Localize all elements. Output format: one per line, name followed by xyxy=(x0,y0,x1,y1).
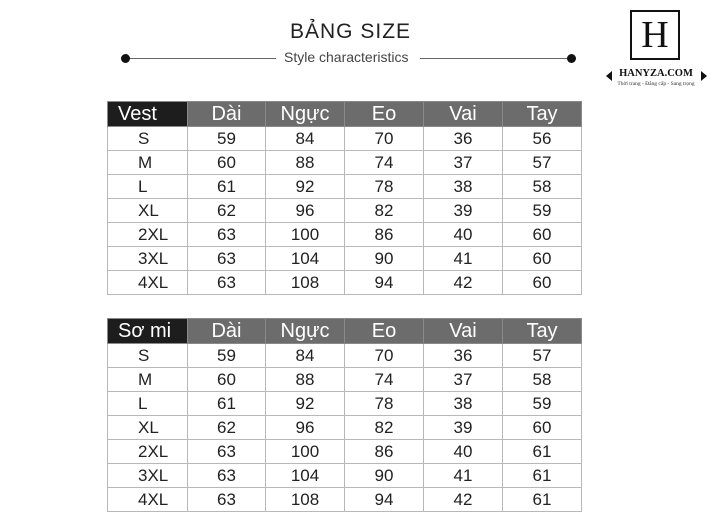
size-label-cell: 4XL xyxy=(108,488,188,512)
measurement-cell: 86 xyxy=(345,223,424,247)
logo-name: HANYZA.COM xyxy=(619,68,693,79)
measurement-cell: 90 xyxy=(345,247,424,271)
header-cell: Tay xyxy=(503,319,582,344)
measurement-cell: 37 xyxy=(424,151,503,175)
measurement-cell: 84 xyxy=(266,127,345,151)
size-label-cell: 2XL xyxy=(108,223,188,247)
size-label-cell: L xyxy=(108,392,188,416)
measurement-cell: 61 xyxy=(188,392,266,416)
measurement-cell: 63 xyxy=(188,223,266,247)
measurement-cell: 104 xyxy=(266,464,345,488)
shirt-size-table xyxy=(107,318,582,512)
measurement-cell: 86 xyxy=(345,440,424,464)
logo-tagline: Thời trang - Đẳng cấp - Sang trọng xyxy=(617,81,695,87)
measurement-cell: 78 xyxy=(345,175,424,199)
measurement-cell: 40 xyxy=(424,440,503,464)
vest-size-table xyxy=(107,101,582,295)
table-row xyxy=(108,464,582,488)
measurement-cell: 57 xyxy=(503,151,582,175)
header-cell: Dài xyxy=(188,319,266,344)
measurement-cell: 61 xyxy=(188,175,266,199)
measurement-cell: 39 xyxy=(424,199,503,223)
table-row xyxy=(108,175,582,199)
measurement-cell: 60 xyxy=(188,368,266,392)
table-row xyxy=(108,344,582,368)
header-cell: Vest xyxy=(108,102,188,127)
left-divider xyxy=(126,58,276,59)
measurement-cell: 60 xyxy=(503,223,582,247)
measurement-cell: 96 xyxy=(266,416,345,440)
measurement-cell: 63 xyxy=(188,247,266,271)
measurement-cell: 94 xyxy=(345,271,424,295)
size-label-cell: 3XL xyxy=(108,247,188,271)
table-row xyxy=(108,416,582,440)
measurement-cell: 92 xyxy=(266,392,345,416)
measurement-cell: 90 xyxy=(345,464,424,488)
measurement-cell: 39 xyxy=(424,416,503,440)
right-divider xyxy=(420,58,572,59)
measurement-cell: 100 xyxy=(266,223,345,247)
header-cell: Sơ mi xyxy=(108,319,188,344)
measurement-cell: 63 xyxy=(188,488,266,512)
size-label-cell: L xyxy=(108,175,188,199)
measurement-cell: 37 xyxy=(424,368,503,392)
table-row xyxy=(108,223,582,247)
table-row xyxy=(108,392,582,416)
header-cell: Tay xyxy=(503,102,582,127)
header-cell: Eo xyxy=(345,102,424,127)
measurement-cell: 108 xyxy=(266,488,345,512)
measurement-cell: 88 xyxy=(266,151,345,175)
table-row xyxy=(108,151,582,175)
measurement-cell: 60 xyxy=(503,247,582,271)
logo-letter: H xyxy=(641,14,669,56)
measurement-cell: 70 xyxy=(345,344,424,368)
measurement-cell: 59 xyxy=(503,199,582,223)
measurement-cell: 61 xyxy=(503,440,582,464)
measurement-cell: 96 xyxy=(266,199,345,223)
measurement-cell: 61 xyxy=(503,464,582,488)
left-dot xyxy=(121,54,130,63)
page-title: BẢNG SIZE xyxy=(290,20,412,43)
size-label-cell: XL xyxy=(108,199,188,223)
header-cell: Dài xyxy=(188,102,266,127)
measurement-cell: 78 xyxy=(345,392,424,416)
table-row xyxy=(108,488,582,512)
measurement-cell: 108 xyxy=(266,271,345,295)
size-label-cell: S xyxy=(108,127,188,151)
header-cell: Eo xyxy=(345,319,424,344)
measurement-cell: 82 xyxy=(345,199,424,223)
page-subtitle: Style characteristics xyxy=(284,49,409,65)
measurement-cell: 88 xyxy=(266,368,345,392)
measurement-cell: 82 xyxy=(345,416,424,440)
table-row xyxy=(108,199,582,223)
table-row xyxy=(108,271,582,295)
measurement-cell: 42 xyxy=(424,488,503,512)
measurement-cell: 42 xyxy=(424,271,503,295)
measurement-cell: 62 xyxy=(188,416,266,440)
measurement-cell: 92 xyxy=(266,175,345,199)
measurement-cell: 38 xyxy=(424,392,503,416)
measurement-cell: 56 xyxy=(503,127,582,151)
header-cell: Vai xyxy=(424,102,503,127)
size-label-cell: M xyxy=(108,151,188,175)
measurement-cell: 58 xyxy=(503,368,582,392)
header-cell: Vai xyxy=(424,319,503,344)
measurement-cell: 59 xyxy=(188,127,266,151)
size-label-cell: XL xyxy=(108,416,188,440)
table-header-row xyxy=(108,319,582,344)
measurement-cell: 41 xyxy=(424,464,503,488)
measurement-cell: 63 xyxy=(188,440,266,464)
measurement-cell: 60 xyxy=(503,416,582,440)
table-row xyxy=(108,127,582,151)
measurement-cell: 84 xyxy=(266,344,345,368)
measurement-cell: 59 xyxy=(503,392,582,416)
size-label-cell: 3XL xyxy=(108,464,188,488)
measurement-cell: 36 xyxy=(424,344,503,368)
table-header-row xyxy=(108,102,582,127)
table-row xyxy=(108,440,582,464)
measurement-cell: 58 xyxy=(503,175,582,199)
measurement-cell: 57 xyxy=(503,344,582,368)
measurement-cell: 74 xyxy=(345,151,424,175)
size-label-cell: 2XL xyxy=(108,440,188,464)
right-dot xyxy=(567,54,576,63)
table-row xyxy=(108,247,582,271)
size-label-cell: M xyxy=(108,368,188,392)
size-label-cell: S xyxy=(108,344,188,368)
logo-arrow-right-icon xyxy=(701,71,707,81)
measurement-cell: 104 xyxy=(266,247,345,271)
header-cell: Ngực xyxy=(266,102,345,127)
measurement-cell: 41 xyxy=(424,247,503,271)
measurement-cell: 38 xyxy=(424,175,503,199)
brand-logo xyxy=(630,10,680,60)
header-cell: Ngực xyxy=(266,319,345,344)
measurement-cell: 60 xyxy=(188,151,266,175)
measurement-cell: 63 xyxy=(188,271,266,295)
measurement-cell: 74 xyxy=(345,368,424,392)
measurement-cell: 59 xyxy=(188,344,266,368)
size-label-cell: 4XL xyxy=(108,271,188,295)
measurement-cell: 40 xyxy=(424,223,503,247)
measurement-cell: 94 xyxy=(345,488,424,512)
measurement-cell: 60 xyxy=(503,271,582,295)
measurement-cell: 100 xyxy=(266,440,345,464)
measurement-cell: 70 xyxy=(345,127,424,151)
table-row xyxy=(108,368,582,392)
measurement-cell: 36 xyxy=(424,127,503,151)
measurement-cell: 63 xyxy=(188,464,266,488)
measurement-cell: 62 xyxy=(188,199,266,223)
measurement-cell: 61 xyxy=(503,488,582,512)
